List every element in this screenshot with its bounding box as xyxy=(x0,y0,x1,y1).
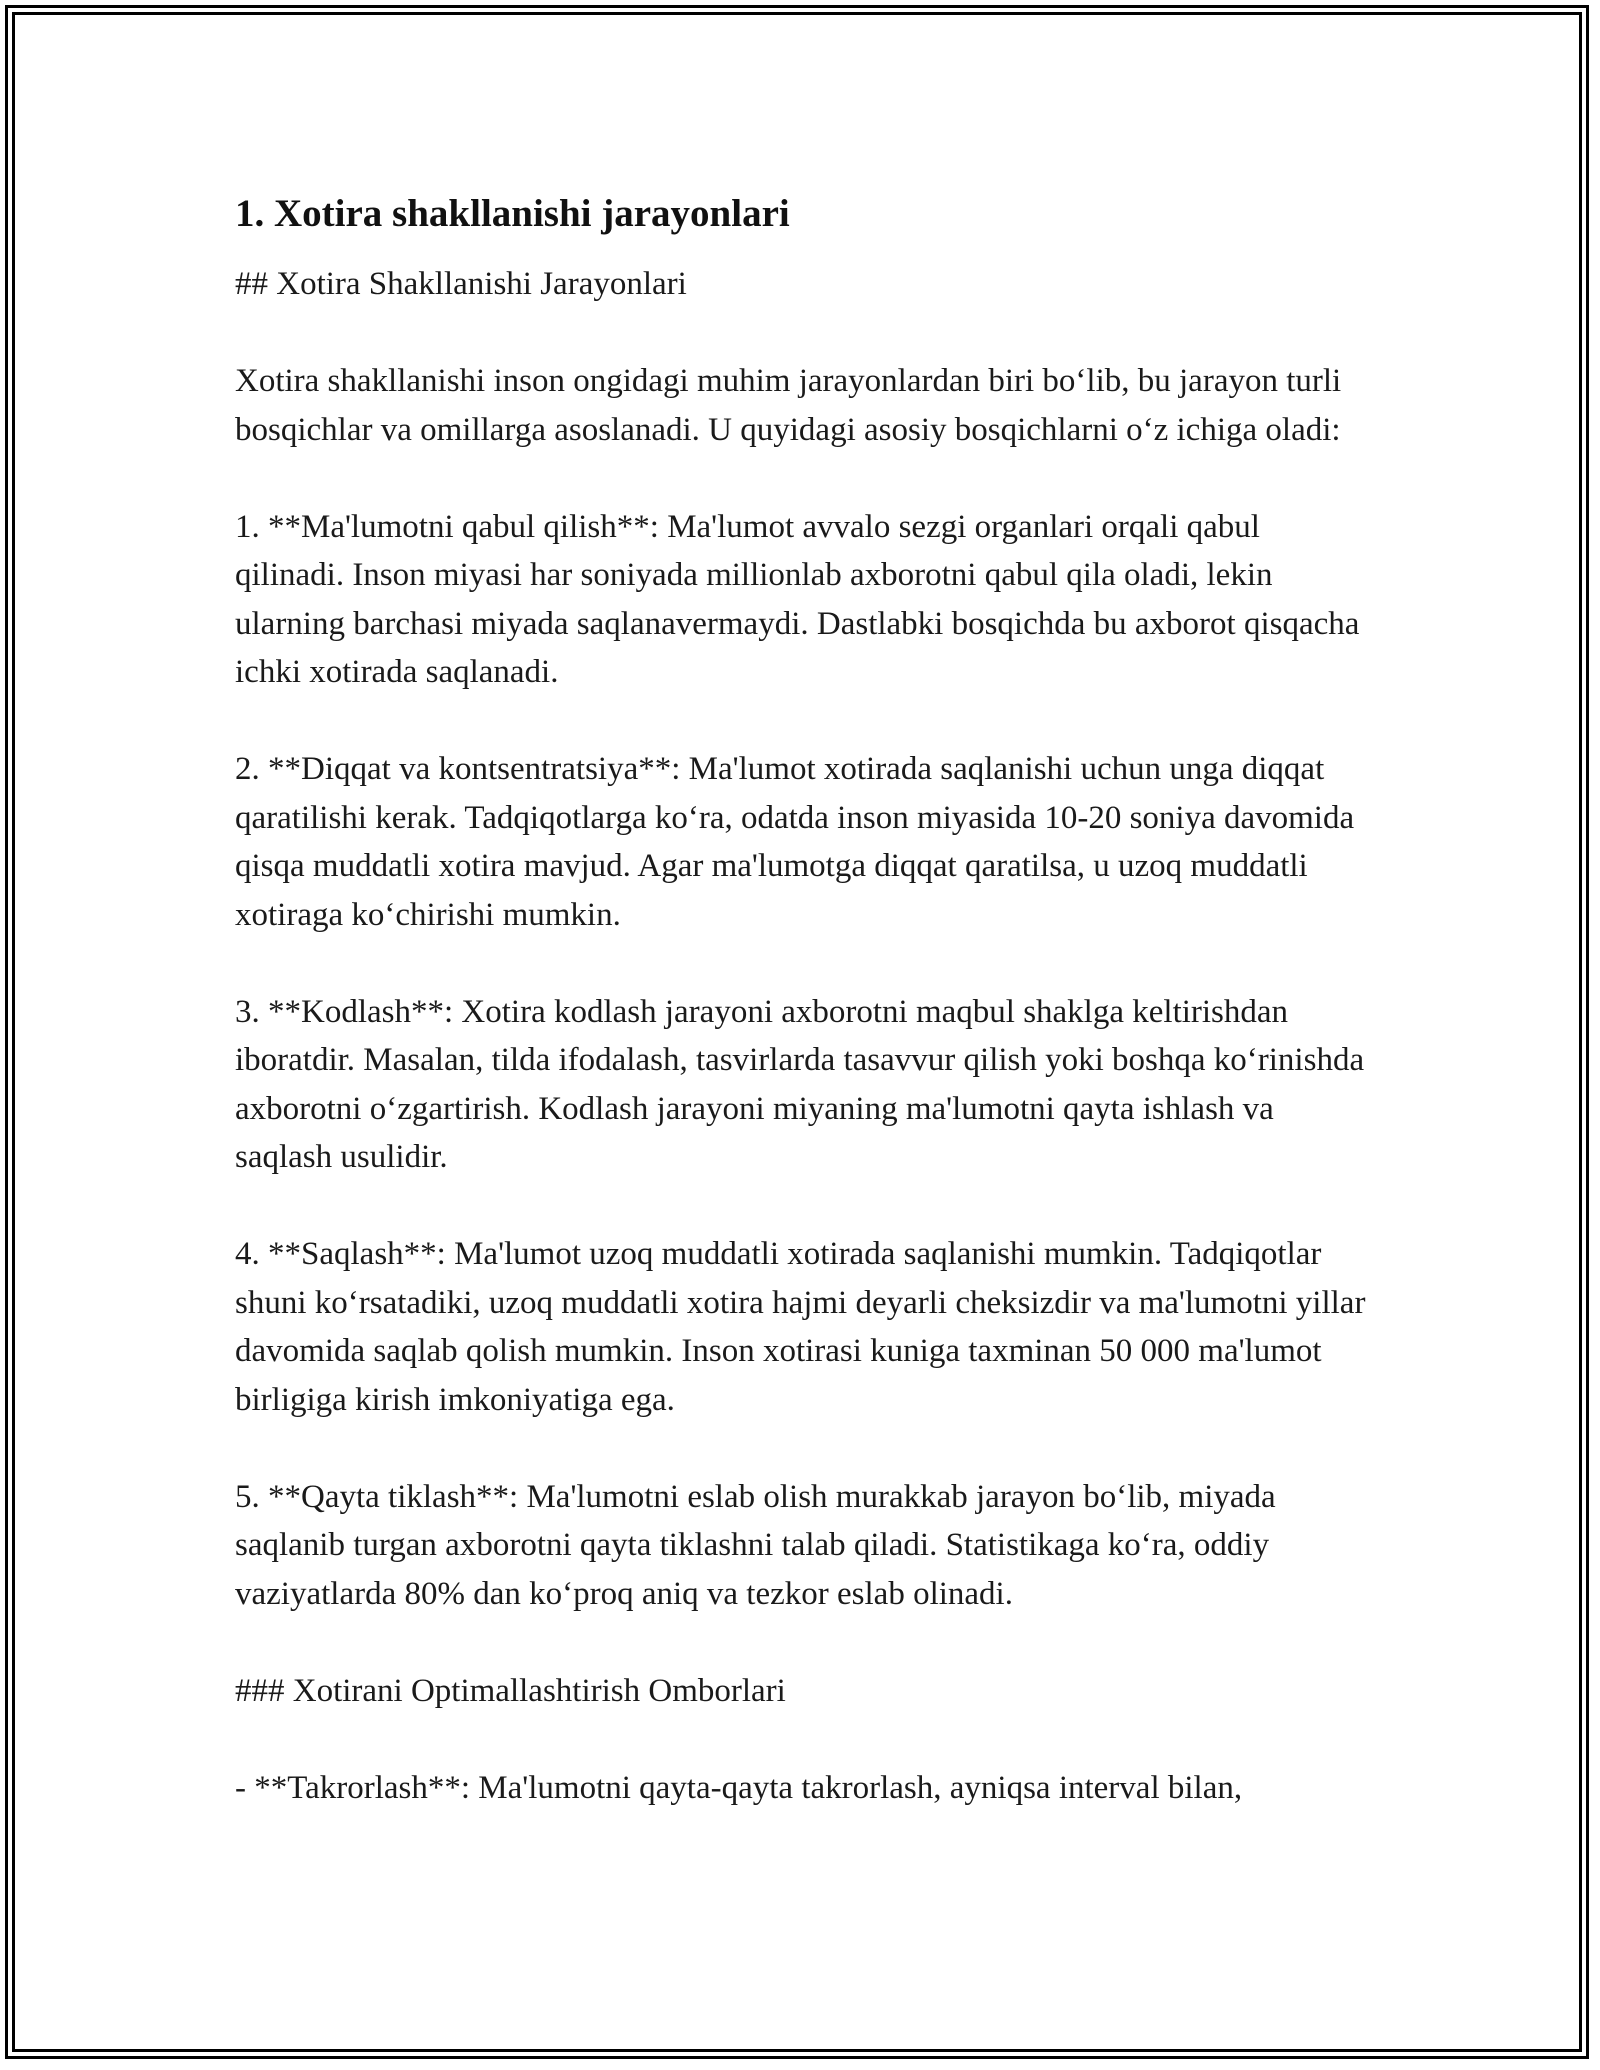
intro-paragraph: Xotira shakllanishi inson ongidagi muhim jarayonlardan biri bo‘lib, bu jarayon turli bosqichlar va omillarga asoslanadi. U quyidagi asosiy bosqichlarni o‘z ichiga oladi: xyxy=(235,363,1342,448)
list-item-paragraph: - **Takrorlash**: Ma'lumotni qayta-qayta takrorlash, ayniqsa interval bilan, xyxy=(235,1769,1243,1806)
step-3-paragraph: 3. **Kodlash**: Xotira kodlash jarayoni axborotni maqbul shaklga keltirishdan iboratdir. Masalan, tilda ifodalash, tasvirlarda tasavvur qilish yoki boshqa ko‘rinishda axborotni o‘zgartirish. Kodlash jarayoni miyaning ma'lumotni qayta ishlash va saqlash usulidir. xyxy=(235,993,1365,1175)
step-4-paragraph: 4. **Saqlash**: Ma'lumot uzoq muddatli xotirada saqlanishi mumkin. Tadqiqotlar shuni ko‘rsatadiki, uzoq muddatli xotira hajmi deyarli cheksizdir va ma'lumotni yillar davomida saqlab qolish mumkin. Inson xotirasi kuniga taxminan 50 000 ma'lumot birligiga kirish imkoniyatiga ega. xyxy=(235,1236,1366,1418)
document-body xyxy=(235,190,1375,1860)
step-2-paragraph: 2. **Diqqat va kontsentratsiya**: Ma'lumot xotirada saqlanishi uchun unga diqqat qaratilishi kerak. Tadqiqotlarga ko‘ra, odatda inson miyasida 10-20 soniya davomida qisqa muddatli xotira mavjud. Agar ma'lumotga diqqat qaratilsa, u uzoq muddatli xotiraga ko‘chirishi mumkin. xyxy=(235,751,1355,933)
document-title: 1. Xotira shakllanishi jarayonlari xyxy=(235,192,790,235)
markdown-heading-paragraph: ## Xotira Shakllanishi Jarayonlari xyxy=(235,266,687,302)
step-5-paragraph: 5. **Qayta tiklash**: Ma'lumotni eslab olish murakkab jarayon bo‘lib, miyada saqlanib turgan axborotni qayta tiklashni talab qiladi. Statistikaga ko‘ra, oddiy vaziyatlarda 80% dan ko‘proq aniq va tezkor eslab olinadi. xyxy=(235,1478,1276,1612)
subheading-paragraph: ### Xotirani Optimallashtirish Omborlari xyxy=(235,1672,786,1709)
step-1-paragraph: 1. **Ma'lumotni qabul qilish**: Ma'lumot avvalo sezgi organlari orqali qabul qilinadi. Inson miyasi har soniyada millionlab axborotni qabul qila oladi, lekin ularning barchasi miyada saqlanavermaydi. Dastlabki bosqichda bu axborot qisqacha ichki xotirada saqlanadi. xyxy=(235,508,1360,690)
